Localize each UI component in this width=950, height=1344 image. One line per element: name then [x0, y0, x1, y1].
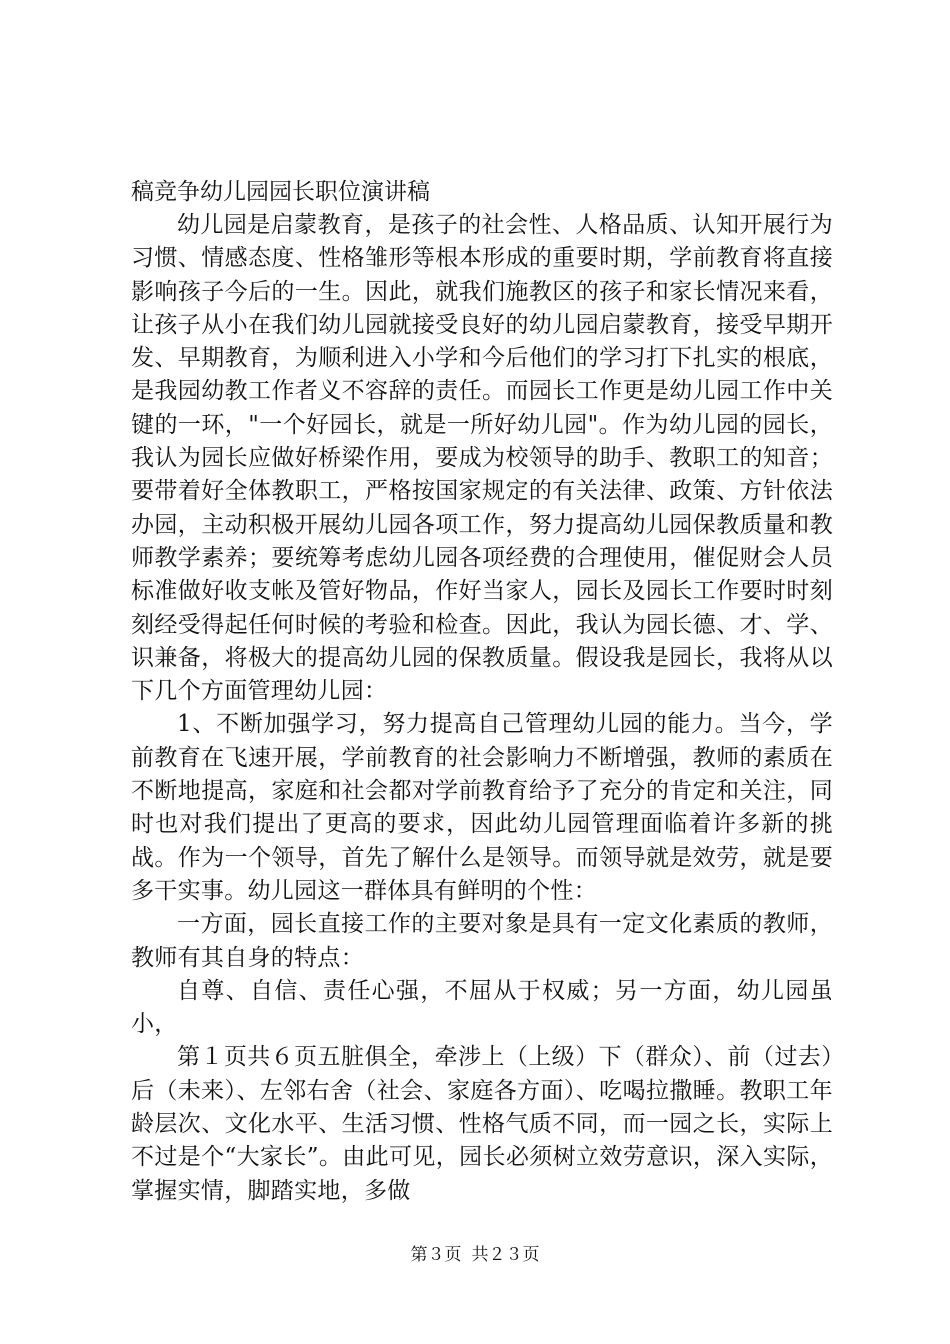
page-footer: [0, 1244, 950, 1266]
page-total: 共２３页: [471, 1245, 540, 1265]
document-body: [131, 176, 833, 1208]
document-title: 稿竞争幼儿园园长职位演讲稿: [131, 179, 430, 205]
paragraph-continuation: 第１页共６页五脏俱全，牵涉上（上级）下（群众）、前（过去）后（未来）、左邻右舍（社会、家庭各方面）、吃喝拉撒睡。教职工年龄层次、文化水平、生活习惯、性格气质不同，而一园之长，实际上不过是个“大家长”。由此可见，园长必须树立效劳意识，深入实际，掌握实情，脚踏实地，多做: [131, 1044, 833, 1204]
paragraph-teachers: 一方面，园长直接工作的主要对象是具有一定文化素质的教师，教师有其自身的特点：: [131, 911, 833, 971]
page-number: 第３页: [410, 1245, 462, 1265]
paragraph-self-respect: 自尊、自信、责任心强，不屈从于权威；另一方面，幼儿园虽小，: [131, 977, 833, 1038]
paragraph-point-1: 1、不断加强学习，努力提高自己管理幼儿园的能力。当今，学前教育在飞速开展，学前教育的社会影响力不断增强，教师的素质在不断地提高，家庭和社会都对学前教育给予了充分的肯定和关注，同时也对我们提出了更高的要求，因此幼儿园管理面临着许多新的挑战。作为一个领导，首先了解什么是领导。而领导就是效劳，就是要多干实事。幼儿园这一群体具有鲜明的个性：: [131, 711, 833, 904]
paragraph-intro: 幼儿园是启蒙教育，是孩子的社会性、人格品质、认知开展行为习惯、情感态度、性格雏形等根本形成的重要时期，学前教育将直接影响孩子今后的一生。因此，就我们施教区的孩子和家长情况来看，让孩子从小在我们幼儿园就接受良好的幼儿园启蒙教育，接受早期开发、早期教育，为顺利进入小学和今后他们的学习打下扎实的根底，是我园幼教工作者义不容辞的责任。而园长工作更是幼儿园工作中关键的一环，"一个好园长，就是一所好幼儿园"。作为幼儿园的园长，我认为园长应做好桥梁作用，要成为校领导的助手、教职工的知音；要带着好全体教职工，严格按国家规定的有关法律、政策、方针依法办园，主动积极开展幼儿园各项工作，努力提高幼儿园保教质量和教师教学素养；要统筹考虑幼儿园各项经费的合理使用，催促财会人员标准做好收支帐及管好物品，作好当家人，园长及园长工作要时时刻刻经受得起任何时候的考验和检查。因此，我认为园长德、才、学、识兼备，将极大的提高幼儿园的保教质量。假设我是园长，我将从以下几个方面管理幼儿园：: [131, 212, 833, 705]
